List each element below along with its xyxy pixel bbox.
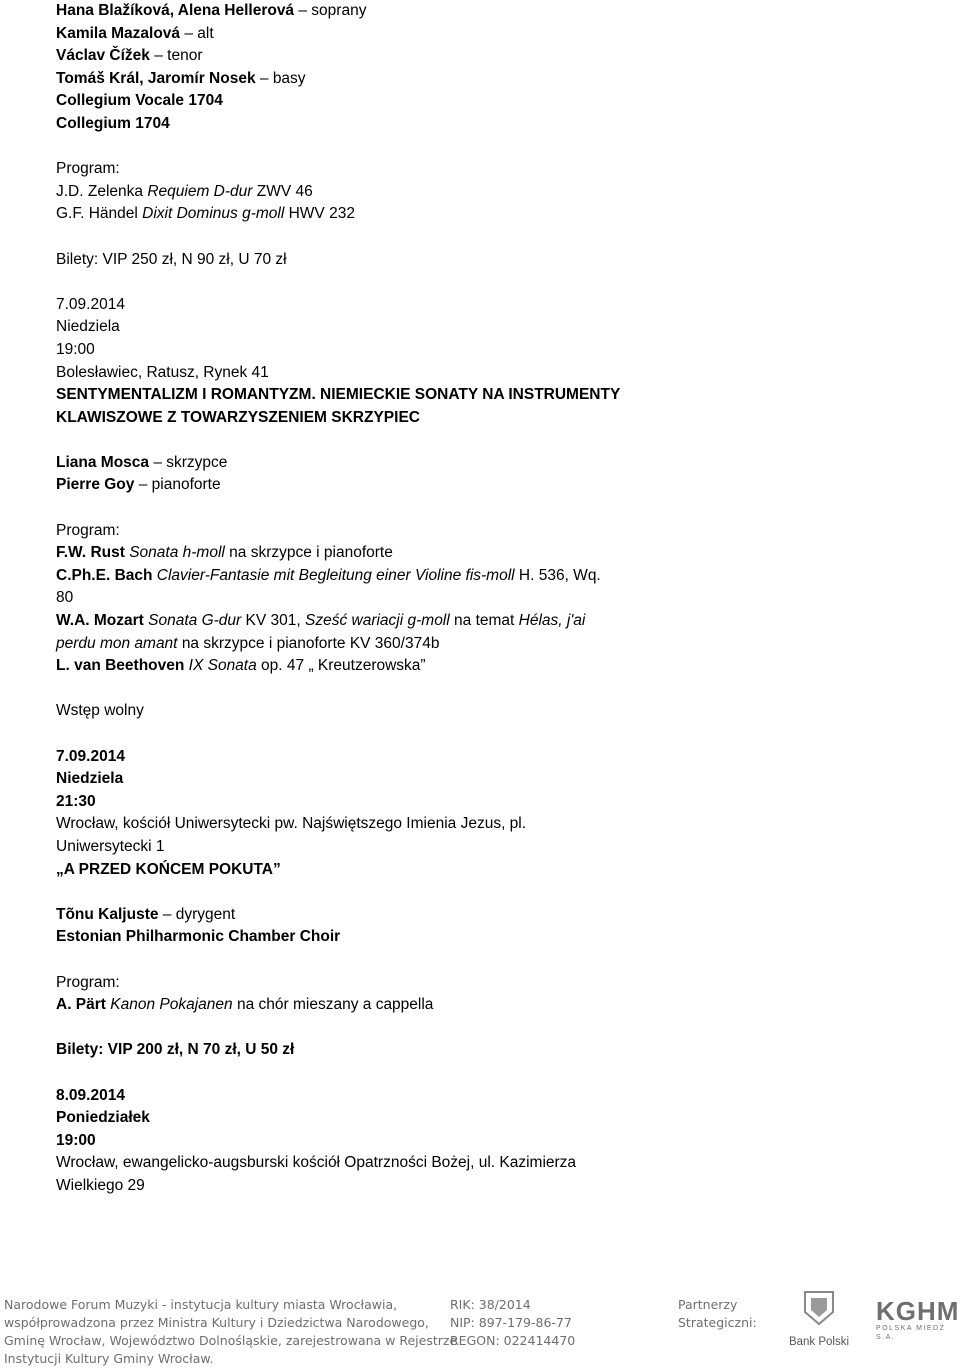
event-date: 7.09.2014 <box>56 295 125 313</box>
ensemble-name: Collegium Vocale 1704 <box>56 92 223 110</box>
event-title: SENTYMENTALIZM I ROMANTYZM. NIEMIECKIE SONATY NA INSTRUMENTY <box>56 386 621 404</box>
ensemble-name: Estonian Philharmonic Chamber Choir <box>56 928 341 946</box>
performer-line: Václav Čížek – tenor <box>56 47 203 65</box>
event-day: Niedziela <box>56 318 120 336</box>
event-day: Poniedziałek <box>56 1109 150 1127</box>
footer-org-info: Narodowe Forum Muzyki - instytucja kultury miasta Wrocławia, współprowadzona przez Ministra Kultury i Dziedzictwa Narodowego, Gminę Wrocław, Województwo Dolnośląskie, zarejestrowana w Rejestrze Instytucji Kultury Gminy Wrocław. <box>4 1297 458 1366</box>
program-label: Program: <box>56 160 120 178</box>
program-item: L. van Beethoven IX Sonata op. 47 „ Kreutzerowska” <box>56 657 426 675</box>
event-place: Wrocław, kościół Uniwersytecki pw. Najświętszego Imienia Jezus, pl. <box>56 815 527 833</box>
program-item: A. Pärt Kanon Pokajanen na chór mieszany a cappella <box>56 996 434 1014</box>
performer-line: Liana Mosca – skrzypce <box>56 453 228 471</box>
event-place: Wielkiego 29 <box>56 1176 145 1194</box>
performer-line: Tomáš Král, Jaromír Nosek – basy <box>56 69 306 87</box>
program-label: Program: <box>56 521 120 539</box>
event-title: „A PRZED KOŃCEM POKUTA” <box>56 860 281 878</box>
performer-line: Kamila Mazalová – alt <box>56 24 214 42</box>
program-item: W.A. Mozart Sonata G-dur KV 301, Sześć wariacji g-moll na temat Hélas, j'ai <box>56 612 586 630</box>
program-item: C.Ph.E. Bach Clavier-Fantasie mit Begleitung einer Violine fis-moll H. 536, Wq. <box>56 566 601 584</box>
event-time: 19:00 <box>56 340 95 358</box>
document-body <box>56 0 936 1197</box>
performer-line: Hana Blažíková, Alena Hellerová – soprany <box>56 2 367 19</box>
program-label: Program: <box>56 973 120 991</box>
event-place: Wrocław, ewangelicko-augsburski kościół Opatrzności Bożej, ul. Kazimierza <box>56 1154 577 1172</box>
entry-info: Wstęp wolny <box>56 702 144 720</box>
footer-registry-ids: RIK: 38/2014 NIP: 897-179-86-77 REGON: 022414470 <box>450 1297 576 1348</box>
footer-partners-label: Partnerzy Strategiczni: <box>678 1297 757 1330</box>
performer-line: Pierre Goy – pianoforte <box>56 476 221 494</box>
event-date: 7.09.2014 <box>56 747 125 765</box>
event-title: KLAWISZOWE Z TOWARZYSZENIEM SKRZYPIEC <box>56 408 420 426</box>
performer-line: Tõnu Kaljuste – dyrygent <box>56 905 236 923</box>
program-item: G.F. Händel Dixit Dominus g-moll HWV 232 <box>56 205 355 223</box>
program-item: F.W. Rust Sonata h-moll na skrzypce i pianoforte <box>56 544 393 562</box>
ensemble-name: Collegium 1704 <box>56 114 170 132</box>
program-item-cont: 80 <box>56 589 74 607</box>
tickets-info: Bilety: VIP 250 zł, N 90 zł, U 70 zł <box>56 250 287 268</box>
event-time: 21:30 <box>56 792 96 810</box>
program-item-cont: perdu mon amant na skrzypce i pianoforte KV 360/374b <box>56 634 440 652</box>
program-item: J.D. Zelenka Requiem D-dur ZWV 46 <box>56 182 313 200</box>
tickets-info: Bilety: VIP 200 zł, N 70 zł, U 50 zł <box>56 1041 295 1059</box>
pko-bank-logo: Bank Polski <box>776 1290 862 1351</box>
kghm-logo: KGHM POLSKA MIEDŹ S.A. <box>876 1296 960 1341</box>
event-place: Bolesławiec, Ratusz, Rynek 41 <box>56 363 269 381</box>
event-place: Uniwersytecki 1 <box>56 837 165 855</box>
page-footer <box>0 1288 960 1364</box>
event-time: 19:00 <box>56 1131 96 1149</box>
event-date: 8.09.2014 <box>56 1086 125 1104</box>
event-day: Niedziela <box>56 770 124 788</box>
pko-shield-icon <box>803 1290 835 1326</box>
